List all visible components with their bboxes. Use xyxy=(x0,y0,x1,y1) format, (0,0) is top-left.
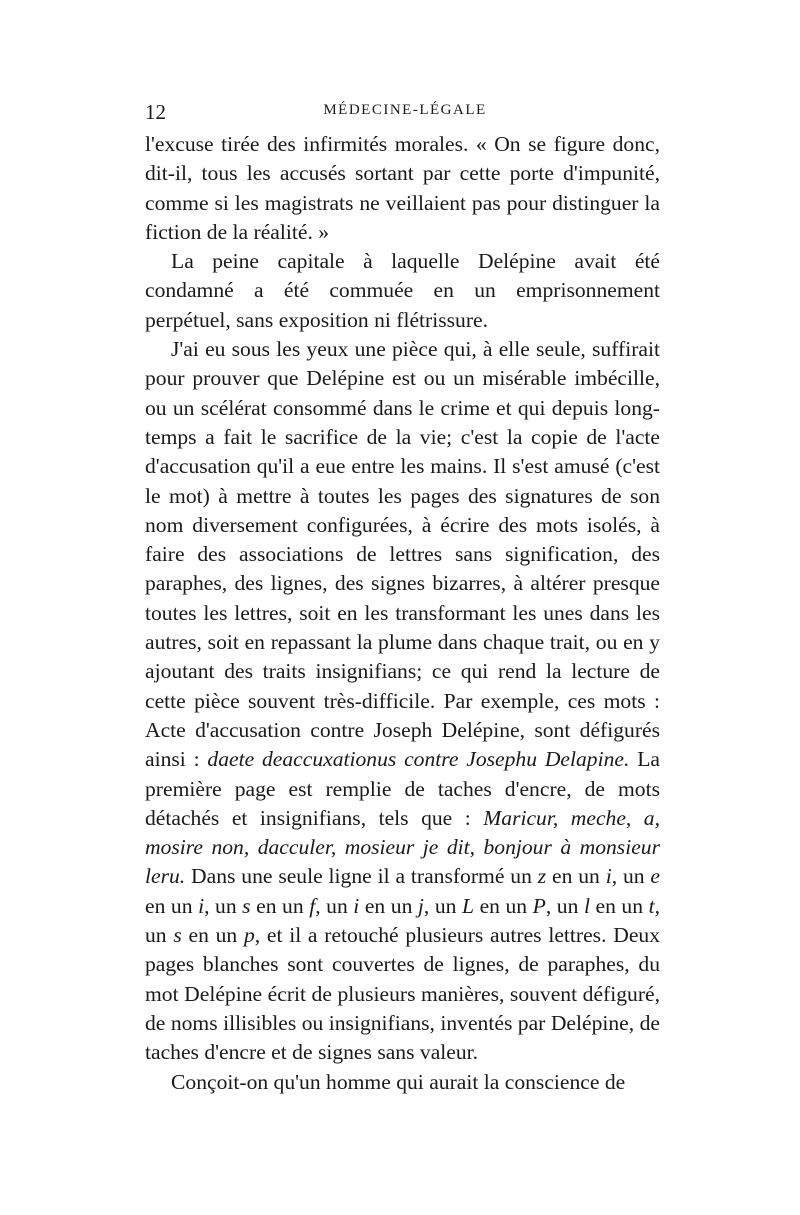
text-run: z xyxy=(537,864,547,889)
running-title: MÉDECINE-LÉGALE xyxy=(323,102,487,118)
text-run: en un xyxy=(250,893,310,918)
text-run: La première page est remplie de taches d'encre, de mots détachés et insignifians, tels que : xyxy=(145,747,660,830)
text-run: , un xyxy=(545,893,584,918)
text-run: , un xyxy=(315,893,354,918)
text-run: en un xyxy=(589,893,649,918)
text-run: Dans une seule ligne il a transformé un xyxy=(185,864,538,889)
text-run: l xyxy=(583,893,590,918)
text-run: s xyxy=(242,893,251,918)
text-run: La peine capitale à laquelle Delépine avait été condamné a été commuée en un emprisonnement perpétuel, sans exposition ni flétrissure. xyxy=(145,249,660,332)
text-run: , un xyxy=(423,893,463,918)
page-number: 12 xyxy=(145,100,166,124)
text-run: p xyxy=(243,923,255,948)
text-run: en un xyxy=(359,893,418,918)
paragraph-3 xyxy=(145,335,660,1067)
text-run: , et il a retouché plusieurs autres lettres. Deux pages blanches sont couvertes de lignes, de paraphes, du mot Delépine écrit de plusieurs manières, souvent défiguré, de noms illisibles ou insignifians, inventés par Delépine, de taches d'encre et de signes sans valeur. xyxy=(145,923,660,1065)
text-run: L xyxy=(462,893,475,918)
text-run: , un xyxy=(204,893,243,918)
text-run: en un xyxy=(145,893,199,918)
text-run: daete deaccuxationus contre Josephu Delapine. xyxy=(207,747,630,772)
body-text xyxy=(145,130,660,1097)
paragraph-2 xyxy=(145,247,660,335)
text-run: j xyxy=(417,893,424,918)
text-run: i xyxy=(353,893,360,918)
text-run: Maricur, meche, a, mosire non, dacculer, mosieur je dit, bonjour à monsieur leru. xyxy=(145,805,661,889)
text-run: e xyxy=(650,864,661,889)
text-run: Conçoit-on qu'un homme qui aurait la conscience de xyxy=(171,1069,626,1094)
text-run: l'excuse tirée des infirmités morales. « On se figure donc, dit-il, tous les accusés sortant par cette porte d'impunité, comme si les magistrats ne veillaient pas pour distinguer la fiction de la réalité. » xyxy=(145,132,660,244)
text-run: t xyxy=(648,893,655,918)
text-run: en un xyxy=(181,923,244,948)
text-run: en un xyxy=(474,893,533,918)
text-run: , un xyxy=(145,893,660,948)
text-run: J'ai eu sous les yeux une pièce qui, à elle seule, suffirait pour prouver que Delépine est ou un misérable imbécille, ou un scélérat consommé dans le crime et qui depuis long-temps a fait le sacrifice de la vie; c'est la copie de l'acte d'accusation qu'il a eue entre les mains. Il s'est amusé (c'est le mot) à mettre à toutes les pages des signatures de son nom diversement configurées, à écrire des mots isolés, à faire des associations de lettres sans signification, des paraphes, des lignes, des signes bizarres, à altérer presque toutes les lettres, soit en les transformant les unes dans les autres, soit en repassant la plume dans chaque trait, ou en y ajoutant des traits insignifians; ce qui rend la lecture de cette pièce souvent très-difficile. Par exemple, ces mots : Acte d'accusation contre Joseph Delépine, sont défigurés ainsi : xyxy=(145,337,660,772)
running-head xyxy=(145,100,665,126)
text-run: P xyxy=(532,893,546,918)
text-run: en un xyxy=(546,864,606,889)
text-run: s xyxy=(173,923,182,948)
paragraph-4 xyxy=(145,1068,660,1097)
text-run: , un xyxy=(611,864,651,889)
paragraph-1 xyxy=(145,130,660,247)
text-run: f xyxy=(309,893,316,918)
text-run: i xyxy=(198,893,205,918)
text-run: i xyxy=(605,864,612,889)
